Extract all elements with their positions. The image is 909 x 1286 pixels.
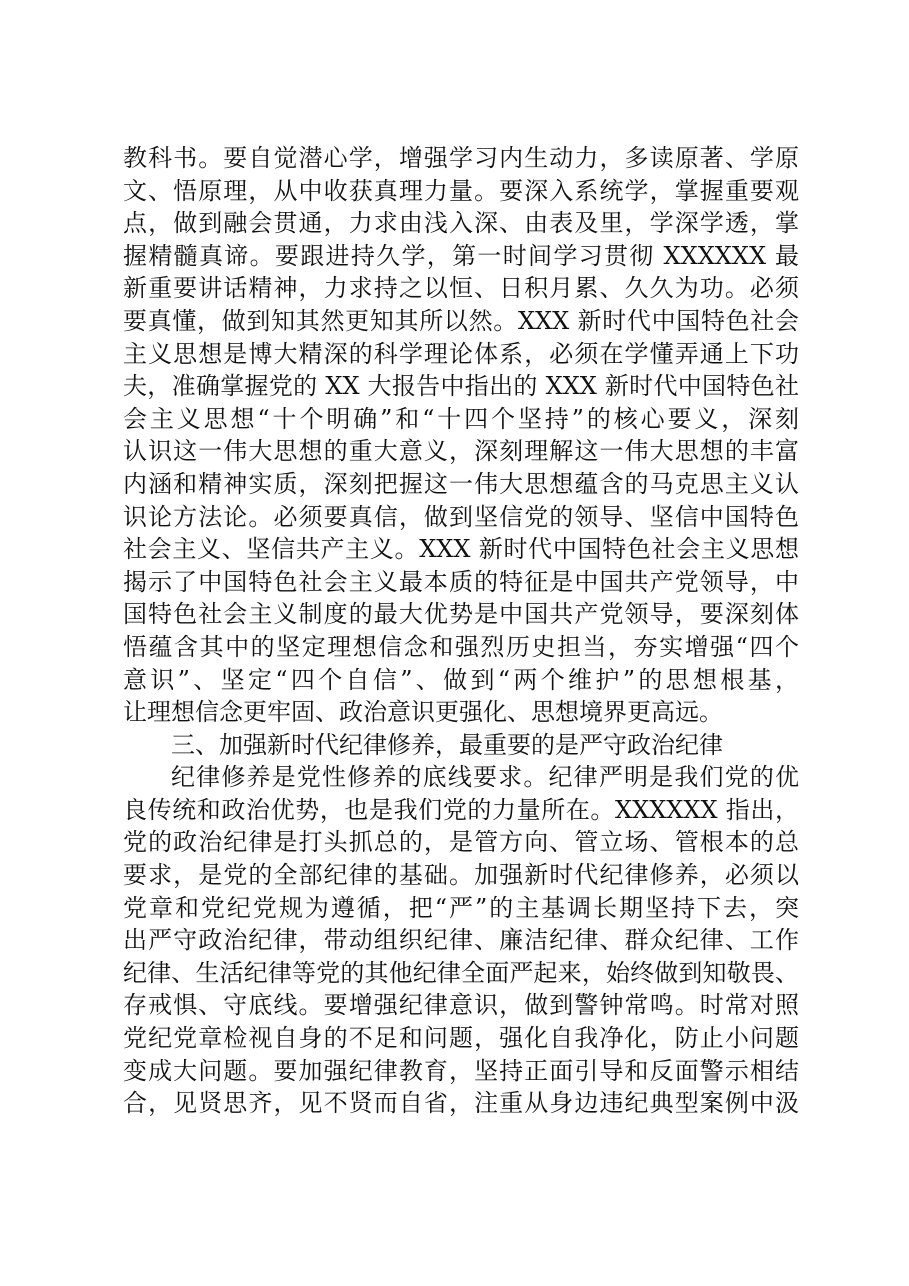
text-line: 合，见贤思齐，见不贤而自省，注重从身边违纪典型案例中汲: [123, 1089, 799, 1118]
text-line: 良传统和政治优势，也是我们党的力量所在。XXXXXX 指出，: [123, 795, 799, 824]
text-line: 纪律修养是党性修养的底线要求。纪律严明是我们党的优: [171, 763, 799, 792]
text-line: 要真懂，做到知其然更知其所以然。XXX 新时代中国特色社会: [123, 306, 799, 335]
text-line: 新重要讲话精神，力求持之以恒、日积月累、久久为功。必须: [123, 274, 799, 303]
text-line: 认识这一伟大思想的重大意义，深刻理解这一伟大思想的丰富: [123, 437, 799, 466]
text-line: 文、悟原理，从中收获真理力量。要深入系统学，掌握重要观: [123, 176, 799, 205]
text-line: 内涵和精神实质，深刻把握这一伟大思想蕴含的马克思主义认: [123, 469, 799, 498]
text-line: 主义思想是博大精深的科学理论体系，必须在学懂弄通上下功: [123, 339, 799, 368]
text-line: 握精髓真谛。要跟进持久学，第一时间学习贯彻 XXXXXX 最: [123, 241, 799, 270]
text-line: 让理想信念更牢固、政治意识更强化、思想境界更高远。: [123, 698, 723, 727]
text-line: 国特色社会主义制度的最大优势是中国共产党领导，要深刻体: [123, 600, 799, 629]
text-line: 纪律、生活纪律等党的其他纪律全面严起来，始终做到知敬畏、: [123, 958, 799, 987]
text-line: 意识”、坚定“四个自信”、做到“两个维护”的思想根基，: [123, 665, 799, 694]
text-line: 教科书。要自觉潜心学，增强学习内生动力，多读原著、学原: [123, 144, 799, 172]
text-line: 会主义思想“十个明确”和“十四个坚持”的核心要义，深刻: [123, 404, 799, 433]
text-line: 变成大问题。要加强纪律教育，坚持正面引导和反面警示相结: [123, 1056, 799, 1085]
text-line: 存戒惧、守底线。要增强纪律意识，做到警钟常鸣。时常对照: [123, 991, 799, 1020]
text-line: 点，做到融会贯通，力求由浅入深、由表及里，学深学透，掌: [123, 209, 799, 238]
text-line: 识论方法论。必须要真信，做到坚信党的领导、坚信中国特色: [123, 502, 799, 531]
text-line: 要求，是党的全部纪律的基础。加强新时代纪律修养，必须以: [123, 861, 799, 890]
text-line: 出严守政治纪律，带动组织纪律、廉洁纪律、群众纪律、工作: [123, 926, 799, 955]
text-line: 悟蕴含其中的坚定理想信念和强烈历史担当，夯实增强“四个: [123, 632, 799, 661]
text-line: 党章和党纪党规为遵循，把“严”的主基调长期坚持下去，突: [123, 893, 799, 922]
text-line: 党的政治纪律是打头抓总的，是管方向、管立场、管根本的总: [123, 828, 799, 857]
text-line: 社会主义、坚信共产主义。XXX 新时代中国特色社会主义思想: [123, 535, 799, 564]
text-line: 党纪党章检视自身的不足和问题，强化自我净化，防止小问题: [123, 1024, 799, 1053]
document-body: [123, 142, 799, 1120]
text-line: 揭示了中国特色社会主义最本质的特征是中国共产党领导，中: [123, 567, 799, 596]
section-heading: 三、加强新时代纪律修养，最重要的是严守政治纪律: [171, 730, 723, 759]
text-line: 夫，准确掌握党的 XX 大报告中指出的 XXX 新时代中国特色社: [123, 372, 799, 401]
